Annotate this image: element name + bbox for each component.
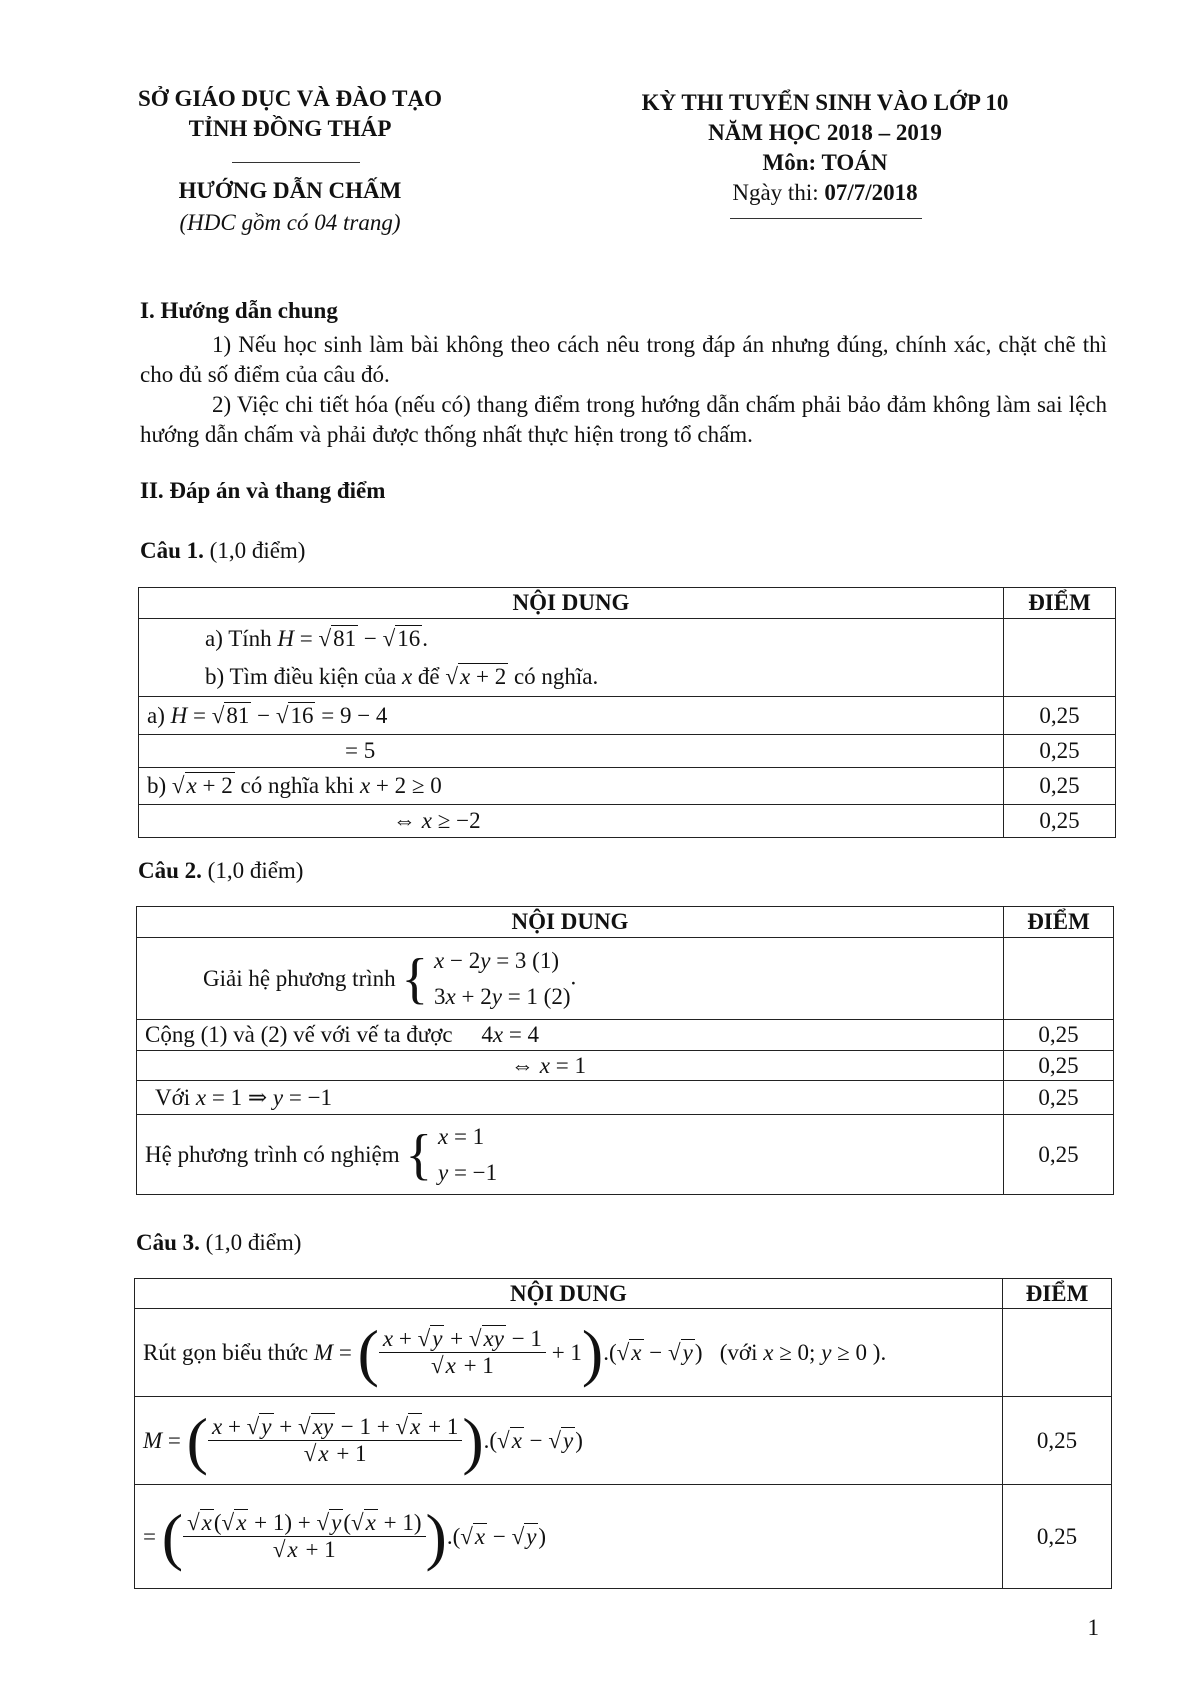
q2-prompt: Giải hệ phương trình { x − 2y = 3 (1) 3x + 2y = 1 (2) . bbox=[137, 938, 1004, 1020]
header-left-rule bbox=[232, 162, 360, 163]
q1-row-b-result: ⇔ x ≥ −2 bbox=[139, 805, 1004, 838]
q2-header-content: NỘI DUNG bbox=[137, 907, 1004, 938]
q1-row-b: b) √x + 2 có nghĩa khi x + 2 ≥ 0 bbox=[139, 768, 1004, 805]
q3-header-points: ĐIỂM bbox=[1003, 1279, 1112, 1309]
header-left-line2: TỈNH ĐỒNG THÁP bbox=[188, 116, 392, 141]
q1-score: (1,0 điểm) bbox=[203, 538, 306, 563]
section1-title: I. Hướng dẫn chung bbox=[140, 298, 338, 323]
q1-header-content: NỘI DUNG bbox=[139, 588, 1004, 619]
q2-caption bbox=[138, 858, 303, 884]
q3-prompt: Rút gọn biểu thức M = ( $\frac{x + √y + √xy - 1}{√x + 1}$ + 1).(√x − √y) (với x ≥ 0; y ≥ 0 ). bbox=[135, 1309, 1003, 1397]
q2-brace: { bbox=[401, 947, 429, 1010]
q1-table bbox=[138, 587, 1116, 838]
q1-label: Câu 1. bbox=[140, 538, 204, 563]
q2-row-4-points: 0,25 bbox=[1004, 1115, 1114, 1195]
q2-table bbox=[136, 906, 1114, 1195]
q2-prompt-points bbox=[1004, 938, 1114, 1020]
q3-table bbox=[134, 1278, 1112, 1589]
section1-paragraph-2: 2) Việc chi tiết hóa (nếu có) thang điểm trong hướng dẫn chấm phải bảo đảm không làm sai lệch hướng dẫn chấm và phải được thống nhất thực hiện trong tổ chấm. bbox=[140, 392, 1107, 447]
q2-row-1-points: 0,25 bbox=[1004, 1020, 1114, 1051]
q2-prompt-text: Giải hệ phương trình bbox=[203, 965, 396, 991]
q1-row-a-result: = 5 bbox=[139, 735, 1004, 768]
q1-header-points: ĐIỂM bbox=[1004, 588, 1116, 619]
exam-date-value: 07/7/2018 bbox=[824, 180, 918, 205]
q1-prompt-a: a) Tính H = √81 − √16. bbox=[205, 625, 428, 651]
q2-row-2-points: 0,25 bbox=[1004, 1051, 1114, 1081]
q2-score: (1,0 điểm) bbox=[201, 858, 304, 883]
q1-row-b-points: 0,25 bbox=[1004, 768, 1116, 805]
q1-prompt bbox=[139, 619, 1004, 697]
q3-prompt-points bbox=[1003, 1309, 1112, 1397]
q2-row-2: ⇔ x = 1 bbox=[137, 1051, 1004, 1081]
q2-row-3-points: 0,25 bbox=[1004, 1081, 1114, 1115]
q1-prompt-b: b) Tìm điều kiện của x để √x + 2 có nghĩa. bbox=[205, 663, 599, 689]
q3-row-2-points: 0,25 bbox=[1003, 1485, 1112, 1589]
exam-date-label: Ngày thi: bbox=[732, 180, 825, 205]
guide-title: HƯỚNG DẪN CHẤM bbox=[178, 178, 402, 203]
q2-row-4: Hệ phương trình có nghiệm { x = 1 y = −1 bbox=[137, 1115, 1004, 1195]
school-year: NĂM HỌC 2018 – 2019 bbox=[708, 120, 942, 145]
q1-row-b-result-points: 0,25 bbox=[1004, 805, 1116, 838]
q3-header-content: NỘI DUNG bbox=[135, 1279, 1003, 1309]
header-right-rule bbox=[730, 218, 922, 219]
q2-row-3: Với x = 1 ⇒ y = −1 bbox=[137, 1081, 1004, 1115]
q2-system: x − 2y = 3 (1) 3x + 2y = 1 (2) bbox=[434, 947, 571, 1009]
q1-row-a: a) H = √81 − √16 = 9 − 4 bbox=[139, 697, 1004, 735]
exam-date bbox=[590, 178, 1060, 208]
q3-label: Câu 3. bbox=[136, 1230, 200, 1255]
q3-row-1-points: 0,25 bbox=[1003, 1397, 1112, 1485]
q1-row-a-points: 0,25 bbox=[1004, 697, 1116, 735]
header-left-line1: SỞ GIÁO DỤC VÀ ĐÀO TẠO bbox=[138, 86, 442, 111]
q2-solution: x = 1 y = −1 bbox=[437, 1123, 498, 1185]
q2-solution-brace: { bbox=[405, 1123, 433, 1186]
q1-row-a-result-points: 0,25 bbox=[1004, 735, 1116, 768]
q2-row-1: Cộng (1) và (2) vế với vế ta được 4x = 4 bbox=[137, 1020, 1004, 1051]
q3-caption bbox=[136, 1230, 301, 1256]
section1-paragraph-1: 1) Nếu học sinh làm bài không theo cách nêu trong đáp án nhưng đúng, chính xác, chặt chẽ thì cho đủ số điểm của câu đó. bbox=[140, 332, 1107, 387]
q1-caption bbox=[140, 538, 305, 564]
exam-title: KỲ THI TUYỂN SINH VÀO LỚP 10 bbox=[641, 90, 1009, 115]
q2-header-points: ĐIỂM bbox=[1004, 907, 1114, 938]
q1-prompt-points bbox=[1004, 619, 1116, 697]
subject: Môn: TOÁN bbox=[762, 150, 888, 175]
q3-score: (1,0 điểm) bbox=[199, 1230, 302, 1255]
section2-title: II. Đáp án và thang điểm bbox=[140, 478, 386, 503]
guide-page-note: (HDC gồm có 04 trang) bbox=[179, 210, 401, 235]
page-number: 1 bbox=[1087, 1615, 1099, 1640]
q2-label: Câu 2. bbox=[138, 858, 202, 883]
q3-row-2: = ( $\frac{√x(√x + 1) + √y(√x + 1)}{√x + 1}$ ).(√x − √y) bbox=[135, 1485, 1003, 1589]
q3-row-1: M = ( $\frac{x + √y + √xy - 1 + √x + 1}{√x + 1}$ ).(√x − √y) bbox=[135, 1397, 1003, 1485]
